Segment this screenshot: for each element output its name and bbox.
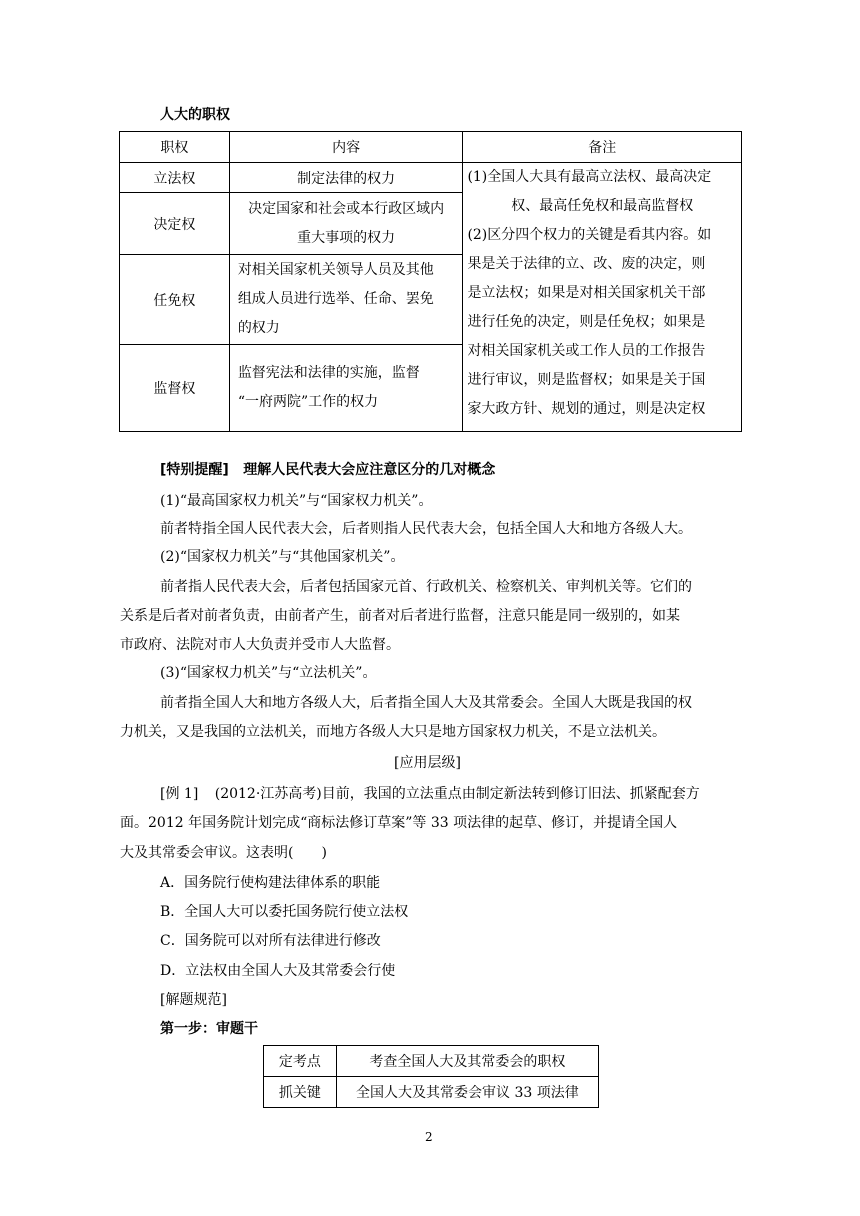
example-tag: [例 1] [160, 786, 199, 802]
note-line: (2)区分四个权力的关键是看其内容。如 [467, 227, 712, 243]
item-body: 前者指人民代表大会，后者包括国家元首、行政机关、检察机关、审判机关等。它们的 [160, 579, 692, 595]
example-source: (2012·江苏高考) [214, 786, 322, 802]
content-line: 监督宪法和法律的实施，监督 [237, 365, 420, 381]
power-content: 制定法律的权力 [229, 163, 463, 193]
note-cell [463, 163, 742, 432]
content-line: 决定国家和社会或本行政区域内 [248, 200, 445, 217]
page-number: 2 [425, 1130, 433, 1144]
option-d: D．立法权由全国人大及其常委会行使 [160, 963, 396, 979]
header-power: 职权 [120, 132, 230, 163]
item-body: 关系是后者对前者负责，由前者产生，前者对后者进行监督，注意只能是同一级别的，如某 [120, 608, 680, 624]
analysis-value: 全国人大及其常委会审议 33 项法律 [336, 1077, 598, 1108]
analysis-label: 抓关键 [264, 1077, 337, 1108]
item-body: 前者指全国人大和地方各级人大，后者指全国人大及其常委会。全国人大既是我国的权 [160, 695, 692, 711]
powers-table [119, 131, 742, 432]
note-line: 果是关于法律的立、改、废的决定，则 [467, 256, 706, 272]
analysis-table [263, 1045, 599, 1108]
content-line: “一府两院”工作的权力 [237, 394, 379, 410]
step1-label: 第一步：审题干 [160, 1021, 258, 1037]
solution-label: [解题规范] [160, 992, 227, 1008]
example-line: 目前，我国的立法重点由制定新法转到修订旧法、抓紧配套方 [321, 786, 700, 802]
note-line: (1)全国人大具有最高立法权、最高决定 [467, 169, 712, 185]
item-body: 市政府、法院对市人大负责并受市人大监督。 [120, 637, 400, 653]
note-line: 权、最高任免权和最高监督权 [511, 198, 694, 214]
header-note: 备注 [463, 132, 742, 163]
option-c: C．国务院可以对所有法律进行修改 [160, 933, 381, 949]
power-content [229, 193, 463, 255]
reminder-title: 理解人民代表大会应注意区分的几对概念 [243, 462, 496, 478]
reminder-tag: [特别提醒] [160, 462, 229, 478]
level-label: [应用层级] [394, 755, 461, 771]
item-title: (2)“国家权力机关”与“其他国家机关”。 [160, 549, 405, 565]
content-line: 组成人员进行选举、任命、罢免 [237, 291, 434, 307]
example-line: 面。2012 年国务院计划完成“商标法修订草案”等 33 项法律的起草、修订，并提请全国人 [120, 815, 678, 831]
example-line: 大及其常委会审议。这表明( ) [120, 845, 327, 861]
item-title: (3)“国家权力机关”与“立法机关”。 [160, 665, 377, 681]
item-title: (1)“最高国家权力机关”与“国家权力机关”。 [160, 493, 433, 509]
option-b: B．全国人大可以委托国务院行使立法权 [160, 904, 409, 920]
option-a: A．国务院行使构建法律体系的职能 [160, 875, 381, 891]
item-body: 力机关，又是我国的立法机关，而地方各级人大只是地方国家权力机关，不是立法机关。 [120, 724, 666, 740]
note-line: 对相关国家机关或工作人员的工作报告 [467, 343, 706, 359]
content-line: 重大事项的权力 [297, 229, 396, 246]
note-line: 家大政方针、规划的通过，则是决定权 [467, 401, 706, 417]
power-name: 监督权 [120, 345, 230, 432]
content-line: 的权力 [237, 320, 280, 336]
content-line: 对相关国家机关领导人员及其他 [237, 262, 434, 278]
reminder-heading [160, 459, 495, 479]
section-title: 人大的职权 [160, 107, 230, 123]
power-name: 决定权 [120, 193, 230, 255]
example-first-line [160, 783, 700, 803]
power-name: 立法权 [120, 163, 230, 193]
note-line: 进行审议，则是监督权；如果是关于国 [467, 372, 706, 388]
note-line: 进行任免的决定，则是任免权；如果是 [467, 314, 706, 330]
power-content [229, 255, 463, 345]
header-content: 内容 [229, 132, 463, 163]
analysis-value: 考查全国人大及其常委会的职权 [336, 1046, 598, 1077]
item-body: 前者特指全国人民代表大会，后者则指人民代表大会，包括全国人大和地方各级人大。 [160, 521, 692, 537]
power-name: 任免权 [120, 255, 230, 345]
note-line: 是立法权；如果是对相关国家机关干部 [467, 285, 706, 301]
power-content [229, 345, 463, 432]
analysis-label: 定考点 [264, 1046, 337, 1077]
